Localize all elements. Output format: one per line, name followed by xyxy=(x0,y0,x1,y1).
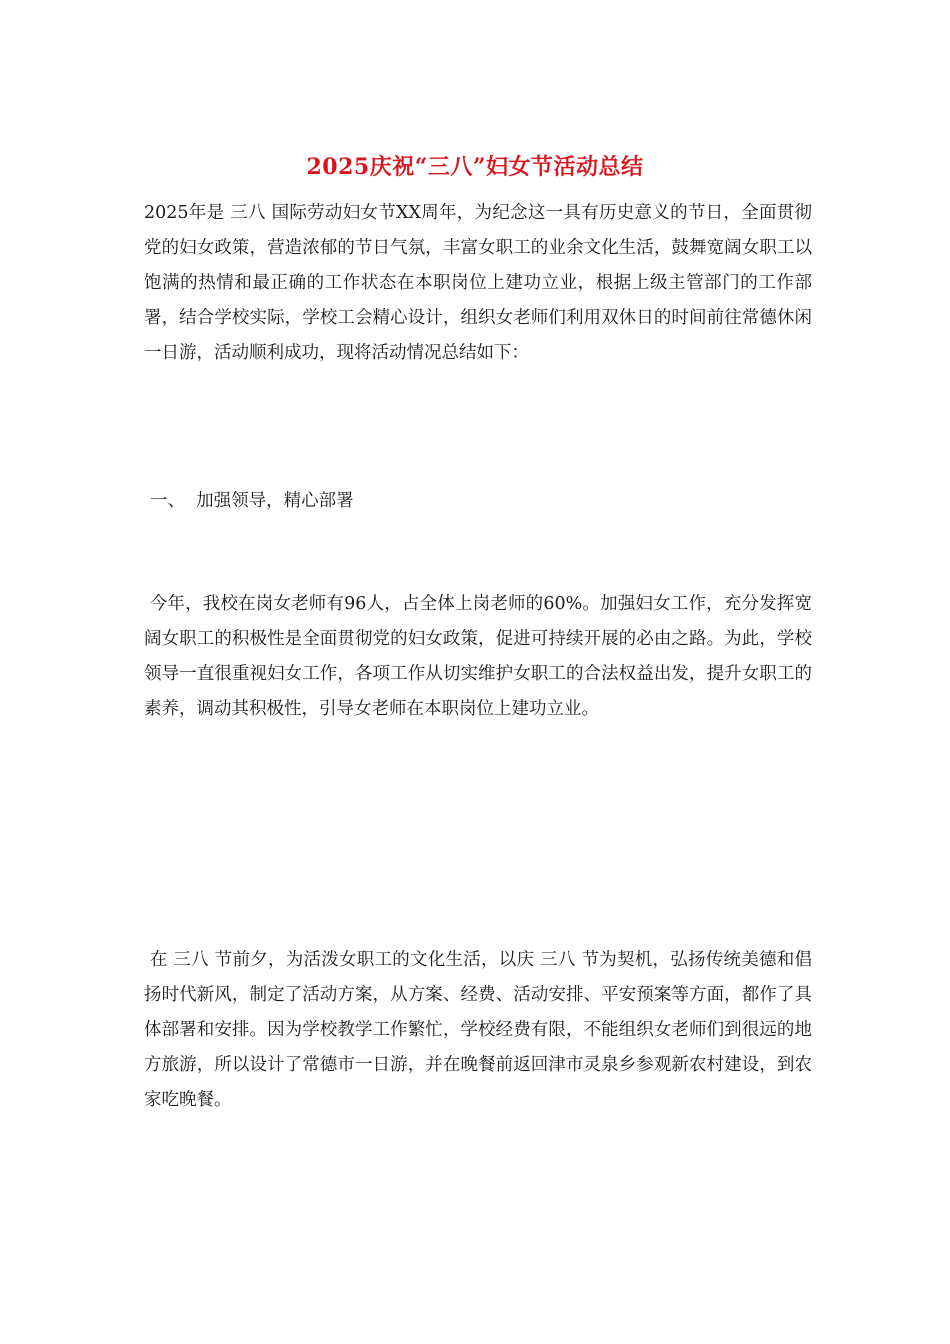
document-title: 2025庆祝“三八”妇女节活动总结 xyxy=(306,154,644,180)
body-paragraph: 在 三八 节前夕，为活泼女职工的文化生活，以庆 三八 节为契机，弘扬传统美德和倡扬时代新风，制定了活动方案，从方案、经费、活动安排、平安预案等方面，都作了具体部署和安排。因为学校教学工作繁忙，学校经费有限，不能组织女老师们到很远的地方旅游，所以设计了常德市一日游，并在晚餐前返回津市灵泉乡参观新农村建设，到农家吃晚餐。 xyxy=(144,950,812,1110)
section-heading: 一、 加强领导，精心部署 xyxy=(150,491,354,511)
intro-paragraph: 2025年是 三八 国际劳动妇女节XX周年，为纪念这一具有历史意义的节日，全面贯彻党的妇女政策，营造浓郁的节日气氛，丰富女职工的业余文化生活，鼓舞宽阔女职工以饱满的热情和最正确的工作状态在本职岗位上建功立业，根据上级主管部门的工作部署，结合学校实际，学校工会精心设计，组织女老师们利用双休日的时间前往常德休闲一日游，活动顺利成功，现将活动情况总结如下： xyxy=(144,203,812,363)
body-paragraph: 今年，我校在岗女老师有96人，占全体上岗老师的60%。加强妇女工作，充分发挥宽阔女职工的积极性是全面贯彻党的妇女政策，促进可持续开展的必由之路。为此，学校领导一直很重视妇女工作，各项工作从切实维护女职工的合法权益出发，提升女职工的素养，调动其积极性，引导女老师在本职岗位上建功立业。 xyxy=(144,594,812,719)
